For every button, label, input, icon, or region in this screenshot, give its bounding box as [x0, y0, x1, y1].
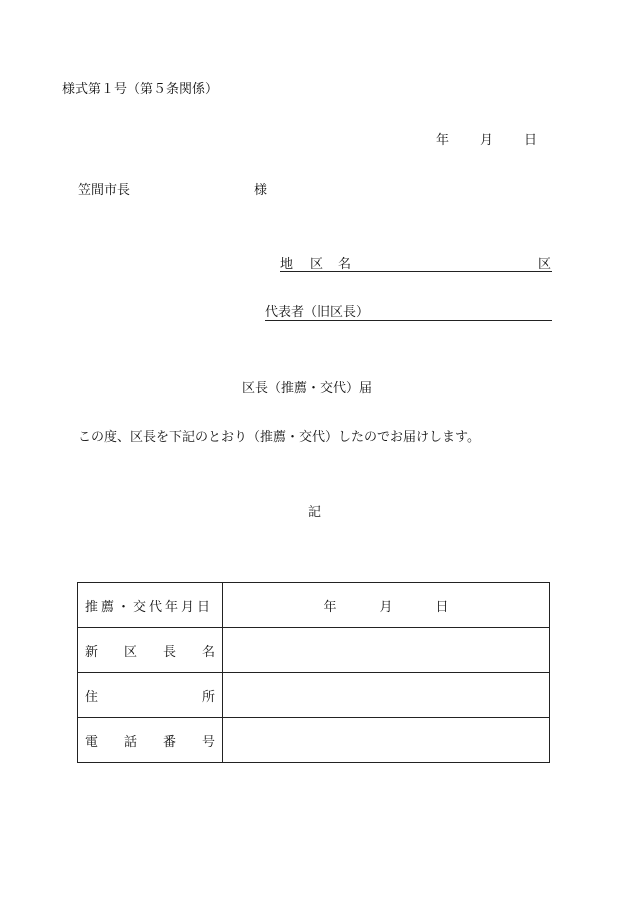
representative-label: 代表者（旧区長） — [265, 305, 370, 320]
label-char: 号 — [201, 734, 215, 750]
label-char: 番 — [162, 734, 176, 750]
district-underline — [280, 271, 552, 272]
date-month-label: 月 — [480, 133, 494, 148]
body-text: この度、区長を下記のとおり（推薦・交代）したのでお届けします。 — [78, 430, 480, 445]
note-heading: 記 — [308, 505, 322, 520]
row-label-date — [78, 583, 223, 628]
table-date-year: 年 — [323, 599, 337, 615]
label-char: 長 — [162, 644, 176, 660]
district-label-char-2: 区 — [310, 257, 324, 272]
table-date-day: 日 — [435, 599, 449, 615]
table-row — [78, 628, 550, 673]
form-number: 様式第１号（第５条関係） — [62, 82, 219, 97]
representative-underline — [265, 320, 552, 321]
label-char: 話 — [123, 734, 137, 750]
addressee-honorific: 様 — [254, 183, 268, 198]
addressee-name: 笠間市長 — [78, 183, 131, 198]
label-char: 名 — [201, 644, 215, 660]
table-row — [78, 718, 550, 763]
row-label-new-head — [78, 628, 223, 673]
date-day-label: 日 — [524, 133, 538, 148]
label-char: 新 — [85, 644, 99, 660]
district-suffix: 区 — [538, 257, 552, 272]
table-date-month: 月 — [379, 599, 393, 615]
district-label-char-1: 地 — [280, 257, 294, 272]
row-label-address — [78, 673, 223, 718]
row-label-phone — [78, 718, 223, 763]
table-row — [78, 673, 550, 718]
notification-table — [77, 582, 550, 763]
phone-cell[interactable] — [223, 718, 550, 763]
label-char: 電 — [85, 734, 99, 750]
table-row — [78, 583, 550, 628]
row-label-text: 推薦・交代年月日 — [85, 599, 214, 615]
district-label-char-3: 名 — [338, 257, 352, 272]
date-value-cell[interactable] — [223, 583, 550, 628]
label-char: 所 — [201, 689, 215, 705]
date-year-label: 年 — [436, 133, 450, 148]
label-char: 区 — [123, 644, 137, 660]
label-char: 住 — [85, 689, 99, 705]
document-title: 区長（推薦・交代）届 — [242, 381, 373, 396]
new-head-name-cell[interactable] — [223, 628, 550, 673]
address-cell[interactable] — [223, 673, 550, 718]
